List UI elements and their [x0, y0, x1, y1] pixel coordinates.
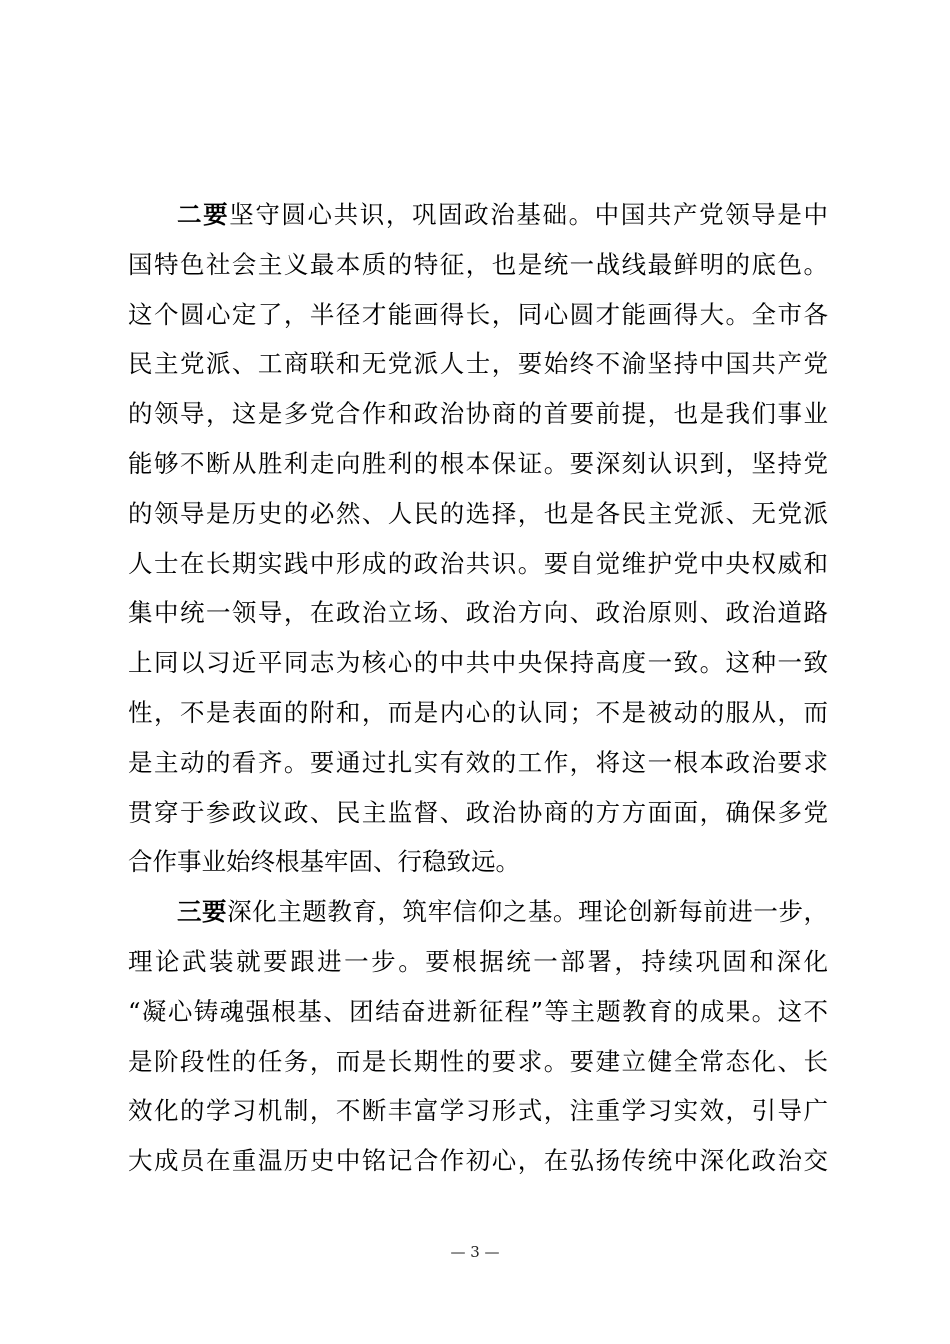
paragraph-2-line-4: 是阶段性的任务，而是长期性的要求。要建立健全常态化、长: [128, 1046, 828, 1076]
paragraph-1-line-12: 是主动的看齐。要通过扎实有效的工作，将这一根本政治要求: [128, 747, 828, 777]
paragraph-1-line-1: [128, 190, 828, 240]
paragraph-1-line-11: 性，不是表面的附和，而是内心的认同；不是被动的服从，而: [128, 697, 828, 727]
paragraph-1-line-7: 的领导是历史的必然、人民的选择，也是各民主党派、无党派: [128, 498, 828, 528]
paragraph-1-line-14: 合作事业始终根基牢固、行稳致远。: [128, 847, 520, 877]
paragraph-1-line-3: 这个圆心定了，半径才能画得长，同心圆才能画得大。全市各: [128, 299, 828, 329]
paragraph-2-line-1: [128, 887, 828, 937]
paragraph-1-line-5: 的领导，这是多党合作和政治协商的首要前提，也是我们事业: [128, 399, 828, 429]
paragraph-1-line-10: 上同以习近平同志为核心的中共中央保持高度一致。这种一致: [128, 648, 828, 678]
body-text: [128, 190, 828, 1186]
paragraph-1-line-4: 民主党派、工商联和无党派人士，要始终不渝坚持中国共产党: [128, 349, 828, 379]
paragraph-1-line-6: 能够不断从胜利走向胜利的根本保证。要深刻认识到，坚持党: [128, 448, 828, 478]
paragraph-2-line-6: 大成员在重温历史中铭记合作初心，在弘扬传统中深化政治交: [128, 1146, 828, 1176]
paragraph-2-line-2: 理论武装就要跟进一步。要根据统一部署，持续巩固和深化: [128, 946, 828, 976]
paragraph-2-lead: 三要: [177, 897, 228, 927]
paragraph-1-line-13: 贯穿于参政议政、民主监督、政治协商的方方面面，确保多党: [128, 797, 828, 827]
paragraph-1-text: 坚守圆心共识，巩固政治基础。中国共产党领导是中: [229, 200, 829, 229]
paragraph-1-line-8: 人士在长期实践中形成的政治共识。要自觉维护党中央权威和: [128, 548, 828, 578]
page-number: — 3 —: [450, 1243, 500, 1261]
paragraph-1-line-2: 国特色社会主义最本质的特征，也是统一战线最鲜明的底色。: [128, 249, 828, 279]
paragraph-2-line-3: “凝心铸魂强根基、团结奋进新征程”等主题教育的成果。这不: [128, 996, 828, 1026]
paragraph-1-line-9: 集中统一领导，在政治立场、政治方向、政治原则、政治道路: [128, 598, 828, 628]
paragraph-1-lead: 二要: [177, 200, 230, 229]
paragraph-2-text: 深化主题教育，筑牢信仰之基。理论创新每前进一步，: [227, 897, 829, 927]
paragraph-2-line-5: 效化的学习机制，不断丰富学习形式，注重学习实效，引导广: [128, 1096, 828, 1126]
